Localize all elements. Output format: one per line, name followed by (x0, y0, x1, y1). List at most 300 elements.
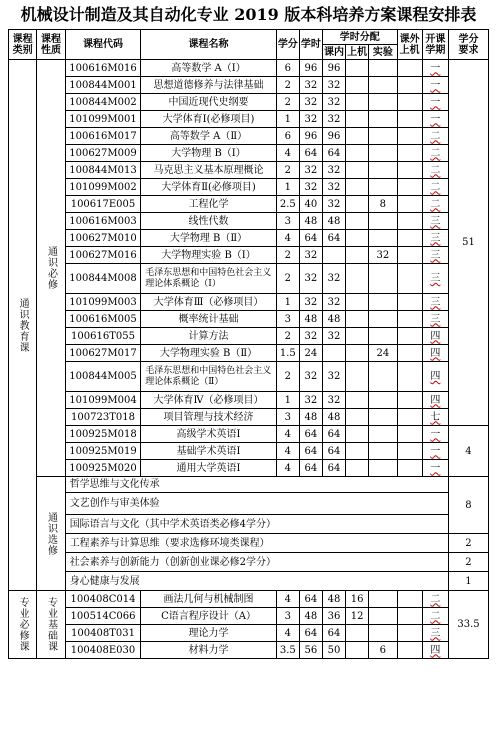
course-lecture: 32 (322, 162, 345, 179)
course-extra-computer (397, 77, 422, 94)
table-row (9, 608, 489, 625)
course-extra-computer (397, 196, 422, 213)
course-credit: 3.5 (276, 642, 299, 659)
course-name: 工程化学 (141, 196, 276, 213)
course-lecture: 32 (322, 264, 345, 294)
course-computer (346, 345, 369, 362)
course-lecture: 32 (322, 179, 345, 196)
course-hours: 32 (299, 94, 322, 111)
course-hours: 64 (299, 426, 322, 443)
table-row (9, 77, 489, 94)
course-computer (346, 642, 369, 659)
course-hours: 64 (299, 230, 322, 247)
course-lecture: 96 (322, 128, 345, 145)
course-code: 100616M003 (65, 213, 141, 230)
elective-requirement: 2 (448, 553, 488, 572)
table-row (9, 345, 489, 362)
course-extra-computer (397, 625, 422, 642)
course-hours: 40 (299, 196, 322, 213)
course-extra-computer (397, 230, 422, 247)
course-term (422, 642, 448, 659)
nature-label: 通识必修 (45, 246, 57, 290)
course-credit: 3 (276, 311, 299, 328)
table-row (9, 213, 489, 230)
category-label: 专业必修课 (17, 597, 29, 652)
course-code: 100616M017 (65, 128, 141, 145)
course-code: 101099M004 (65, 392, 141, 409)
course-experiment (369, 426, 397, 443)
course-computer (346, 392, 369, 409)
elective-row (9, 572, 489, 591)
course-hours: 32 (299, 362, 322, 392)
course-computer (346, 145, 369, 162)
course-lecture: 50 (322, 642, 345, 659)
course-term (422, 328, 448, 345)
elective-requirement: 8 (448, 477, 488, 534)
course-code: 101099M002 (65, 179, 141, 196)
table-row (9, 409, 489, 426)
course-credit: 4 (276, 460, 299, 477)
course-term (422, 409, 448, 426)
term-value: 三 (430, 249, 441, 261)
course-term (422, 77, 448, 94)
table-row (9, 60, 489, 77)
course-computer (346, 328, 369, 345)
term-value: 二 (430, 130, 441, 142)
course-experiment: 24 (369, 345, 397, 362)
course-hours: 32 (299, 162, 322, 179)
course-lecture: 48 (322, 409, 345, 426)
course-extra-computer (397, 642, 422, 659)
course-name: 毛泽东思想和中国特色社会主义理论体系概论（Ⅱ） (141, 362, 276, 392)
course-credit: 2 (276, 264, 299, 294)
course-lecture: 64 (322, 460, 345, 477)
course-name: 大学物理实验 B（Ⅰ） (141, 247, 276, 264)
course-lecture: 32 (322, 362, 345, 392)
course-experiment: 8 (369, 196, 397, 213)
course-credit: 1 (276, 179, 299, 196)
course-name: 大学物理实验 B（Ⅱ） (141, 345, 276, 362)
course-credit: 2 (276, 94, 299, 111)
table-row (9, 443, 489, 460)
course-experiment (369, 460, 397, 477)
course-credit: 4 (276, 145, 299, 162)
table-row (9, 247, 489, 264)
elective-name: 哲学思维与文化传承 (65, 477, 448, 493)
header-category: 课程类别 (9, 30, 37, 60)
course-experiment: 6 (369, 642, 397, 659)
table-row (9, 162, 489, 179)
course-lecture: 48 (322, 311, 345, 328)
category-label: 通识教育课 (17, 297, 29, 353)
course-experiment (369, 94, 397, 111)
course-lecture: 64 (322, 426, 345, 443)
nature-label: 专业基础课 (45, 597, 57, 652)
header-requirement: 学分要求 (448, 30, 488, 60)
course-credit: 2 (276, 362, 299, 392)
course-code: 100627M016 (65, 247, 141, 264)
course-computer (346, 128, 369, 145)
course-lecture: 32 (322, 196, 345, 213)
course-hours: 96 (299, 128, 322, 145)
course-extra-computer (397, 128, 422, 145)
term-value: 二 (430, 181, 441, 193)
course-computer (346, 230, 369, 247)
term-value: 一 (430, 445, 441, 457)
category-major-required (9, 591, 37, 659)
course-experiment (369, 60, 397, 77)
course-hours: 32 (299, 294, 322, 311)
header-term: 开课学期 (422, 30, 448, 60)
course-experiment (369, 162, 397, 179)
course-extra-computer (397, 608, 422, 625)
course-extra-computer (397, 591, 422, 608)
course-credit: 2 (276, 162, 299, 179)
term-value: 三 (430, 313, 441, 325)
course-lecture: 64 (322, 625, 345, 642)
header-credit: 学分 (276, 30, 299, 60)
course-code: 100925M018 (65, 426, 141, 443)
header-extra-computer: 课外上机 (397, 30, 422, 60)
course-extra-computer (397, 60, 422, 77)
course-lecture: 36 (322, 608, 345, 625)
course-hours: 64 (299, 460, 322, 477)
nature-general-required (37, 60, 65, 477)
course-credit: 1.5 (276, 345, 299, 362)
course-term (422, 460, 448, 477)
course-credit: 1 (276, 392, 299, 409)
category-general-education (9, 60, 37, 591)
table-row (9, 179, 489, 196)
course-experiment (369, 179, 397, 196)
course-experiment (369, 128, 397, 145)
course-lecture: 64 (322, 443, 345, 460)
course-code: 101099M001 (65, 111, 141, 128)
course-name: 计算方法 (141, 328, 276, 345)
page-title: 机械设计制造及其自动化专业 2019 版本科培养方案课程安排表 (20, 5, 477, 24)
course-hours: 32 (299, 247, 322, 264)
course-name: C语言程序设计（A） (141, 608, 276, 625)
course-term (422, 443, 448, 460)
course-hours: 48 (299, 409, 322, 426)
course-extra-computer (397, 311, 422, 328)
course-lecture: 32 (322, 94, 345, 111)
course-extra-computer (397, 345, 422, 362)
header-computer: 上机 (347, 46, 368, 58)
term-value: 四 (430, 644, 441, 656)
course-credit: 1 (276, 294, 299, 311)
course-computer (346, 362, 369, 392)
course-experiment (369, 608, 397, 625)
course-extra-computer (397, 294, 422, 311)
table-row (9, 362, 489, 392)
course-experiment (369, 230, 397, 247)
course-name: 高级学术英语Ⅰ (141, 426, 276, 443)
course-computer (346, 247, 369, 264)
course-term (422, 60, 448, 77)
course-hours: 48 (299, 608, 322, 625)
course-name: 思想道德修养与法律基础 (141, 77, 276, 94)
course-credit: 6 (276, 60, 299, 77)
course-term (422, 196, 448, 213)
course-lecture (322, 345, 345, 362)
elective-name: 国际语言与文化（其中学术英语类必修4学分） (65, 515, 448, 534)
course-code: 101099M003 (65, 294, 141, 311)
course-term (422, 392, 448, 409)
elective-row (9, 553, 489, 572)
course-hours: 32 (299, 111, 322, 128)
course-lecture: 48 (322, 213, 345, 230)
header-hours-dist: 学时分配 (322, 30, 397, 45)
term-value: 三 (430, 273, 441, 284)
course-hours: 32 (299, 77, 322, 94)
course-name: 项目管理与技术经济 (141, 409, 276, 426)
term-value: 二 (430, 147, 441, 159)
course-name: 线性代数 (141, 213, 276, 230)
course-experiment (369, 443, 397, 460)
course-name: 基础学术英语Ⅰ (141, 443, 276, 460)
course-hours: 56 (299, 642, 322, 659)
course-code: 100616M016 (65, 60, 141, 77)
course-hours: 96 (299, 60, 322, 77)
course-lecture: 48 (322, 591, 345, 608)
course-lecture: 64 (322, 230, 345, 247)
course-name: 大学体育Ⅰ(必修项目) (141, 111, 276, 128)
course-lecture: 64 (322, 145, 345, 162)
course-hours: 64 (299, 443, 322, 460)
course-code: 100844M005 (65, 362, 141, 392)
table-row (9, 625, 489, 642)
course-credit: 2.5 (276, 196, 299, 213)
course-credit: 4 (276, 443, 299, 460)
course-name: 材料力学 (141, 642, 276, 659)
course-experiment (369, 111, 397, 128)
course-computer: 12 (346, 608, 369, 625)
term-value: 三 (430, 627, 441, 639)
course-lecture: 32 (322, 392, 345, 409)
table-row (9, 230, 489, 247)
course-experiment (369, 311, 397, 328)
term-value: 二 (430, 198, 441, 210)
course-term (422, 345, 448, 362)
course-extra-computer (397, 362, 422, 392)
course-extra-computer (397, 94, 422, 111)
course-computer (346, 460, 369, 477)
course-lecture: 32 (322, 111, 345, 128)
requirement-4: 4 (448, 426, 488, 477)
course-computer (346, 426, 369, 443)
term-value: 一 (430, 113, 441, 125)
requirement-major: 33.5 (448, 591, 488, 659)
course-name: 中国近现代史纲要 (141, 94, 276, 111)
term-value: 一 (430, 428, 441, 440)
course-extra-computer (397, 443, 422, 460)
course-lecture: 96 (322, 60, 345, 77)
course-term (422, 264, 448, 294)
term-value: 一 (430, 462, 441, 474)
course-name: 高等数学 A（Ⅰ） (141, 60, 276, 77)
table-row (9, 94, 489, 111)
term-value: 二 (430, 164, 441, 176)
term-value: 二 (430, 593, 441, 605)
table-row (9, 111, 489, 128)
course-term (422, 111, 448, 128)
course-code: 100616M005 (65, 311, 141, 328)
course-credit: 3 (276, 409, 299, 426)
course-computer (346, 60, 369, 77)
course-experiment (369, 294, 397, 311)
elective-row (9, 515, 489, 534)
course-term (422, 230, 448, 247)
course-experiment: 32 (369, 247, 397, 264)
course-extra-computer (397, 426, 422, 443)
course-extra-computer (397, 111, 422, 128)
course-term (422, 145, 448, 162)
course-code: 100408E030 (65, 642, 141, 659)
table-row (9, 392, 489, 409)
course-credit: 1 (276, 111, 299, 128)
course-credit: 2 (276, 247, 299, 264)
course-name: 通用大学英语Ⅰ (141, 460, 276, 477)
course-term (422, 591, 448, 608)
header-hours: 学时 (299, 30, 322, 60)
course-name: 大学物理 B（Ⅰ） (141, 145, 276, 162)
course-term (422, 311, 448, 328)
course-computer (346, 625, 369, 642)
course-hours: 64 (299, 591, 322, 608)
table-row (9, 426, 489, 443)
course-extra-computer (397, 264, 422, 294)
course-computer (346, 196, 369, 213)
course-code: 100723T018 (65, 409, 141, 426)
nature-general-elective (37, 477, 65, 591)
course-code: 100844M013 (65, 162, 141, 179)
term-value: 三 (430, 215, 441, 227)
elective-row (9, 477, 489, 493)
course-code: 100844M001 (65, 77, 141, 94)
course-extra-computer (397, 162, 422, 179)
table-row (9, 642, 489, 659)
term-value: 七 (430, 411, 441, 423)
course-term (422, 608, 448, 625)
nature-label: 通识选修 (45, 511, 57, 556)
term-value: 四 (430, 330, 441, 342)
course-computer (346, 311, 369, 328)
course-code: 100616T055 (65, 328, 141, 345)
course-lecture: 32 (322, 328, 345, 345)
course-name: 马克思主义基本原理概论 (141, 162, 276, 179)
course-computer (346, 77, 369, 94)
elective-requirement: 2 (448, 534, 488, 553)
term-value: 一 (430, 79, 441, 91)
course-name: 大学体育Ⅳ（必修项目） (141, 392, 276, 409)
course-extra-computer (397, 145, 422, 162)
header-name: 课程名称 (141, 30, 276, 60)
nature-major-basic (37, 591, 65, 659)
course-hours: 32 (299, 392, 322, 409)
course-computer (346, 264, 369, 294)
course-term (422, 162, 448, 179)
course-term (422, 128, 448, 145)
course-computer (346, 443, 369, 460)
course-experiment (369, 328, 397, 345)
course-code: 100627M017 (65, 345, 141, 362)
course-experiment (369, 409, 397, 426)
course-extra-computer (397, 460, 422, 477)
table-row (9, 264, 489, 294)
header-experiment: 实验 (369, 45, 397, 60)
course-computer (346, 409, 369, 426)
elective-row (9, 493, 489, 515)
course-extra-computer (397, 179, 422, 196)
course-experiment (369, 213, 397, 230)
course-code: 100408C014 (65, 591, 141, 608)
table-row (9, 460, 489, 477)
course-name: 毛泽东思想和中国特色社会主义理论体系概论（Ⅰ） (141, 264, 276, 294)
course-name: 高等数学 A（Ⅱ） (141, 128, 276, 145)
course-extra-computer (397, 328, 422, 345)
course-credit: 4 (276, 625, 299, 642)
course-term (422, 179, 448, 196)
header-code: 课程代码 (65, 30, 141, 60)
course-credit: 4 (276, 591, 299, 608)
course-code: 100514C066 (65, 608, 141, 625)
course-hours: 48 (299, 213, 322, 230)
course-term (422, 213, 448, 230)
course-experiment (369, 392, 397, 409)
term-value: 四 (430, 394, 441, 406)
header-lecture: 课内 (324, 46, 344, 58)
elective-name: 文艺创作与审美体验 (65, 493, 448, 515)
term-value: 一 (430, 62, 441, 74)
course-credit: 4 (276, 426, 299, 443)
term-value: 四 (430, 371, 441, 382)
course-term (422, 362, 448, 392)
elective-requirement: 1 (448, 572, 488, 591)
course-credit: 6 (276, 128, 299, 145)
course-experiment (369, 625, 397, 642)
course-extra-computer (397, 247, 422, 264)
course-hours: 32 (299, 179, 322, 196)
table-row (9, 294, 489, 311)
table-row (9, 196, 489, 213)
course-credit: 2 (276, 328, 299, 345)
course-code: 100408T031 (65, 625, 141, 642)
course-code: 100627M009 (65, 145, 141, 162)
course-code: 100925M019 (65, 443, 141, 460)
course-name: 概率统计基础 (141, 311, 276, 328)
table-row (9, 328, 489, 345)
course-term (422, 294, 448, 311)
term-value: 三 (430, 296, 441, 308)
course-hours: 24 (299, 345, 322, 362)
elective-name: 社会素养与创新能力（创新创业课必修2学分） (65, 553, 448, 572)
course-computer (346, 213, 369, 230)
course-experiment (369, 264, 397, 294)
course-credit: 3 (276, 608, 299, 625)
table-row (9, 311, 489, 328)
table-row (9, 128, 489, 145)
course-experiment (369, 77, 397, 94)
course-experiment (369, 145, 397, 162)
course-lecture (322, 247, 345, 264)
course-lecture: 32 (322, 294, 345, 311)
course-name: 大学体育Ⅱ(必修项目) (141, 179, 276, 196)
term-value: 四 (430, 347, 441, 359)
term-value: 二 (430, 610, 441, 622)
elective-name: 工程素养与计算思维（要求选修环境类课程） (65, 534, 448, 553)
course-credit: 4 (276, 230, 299, 247)
